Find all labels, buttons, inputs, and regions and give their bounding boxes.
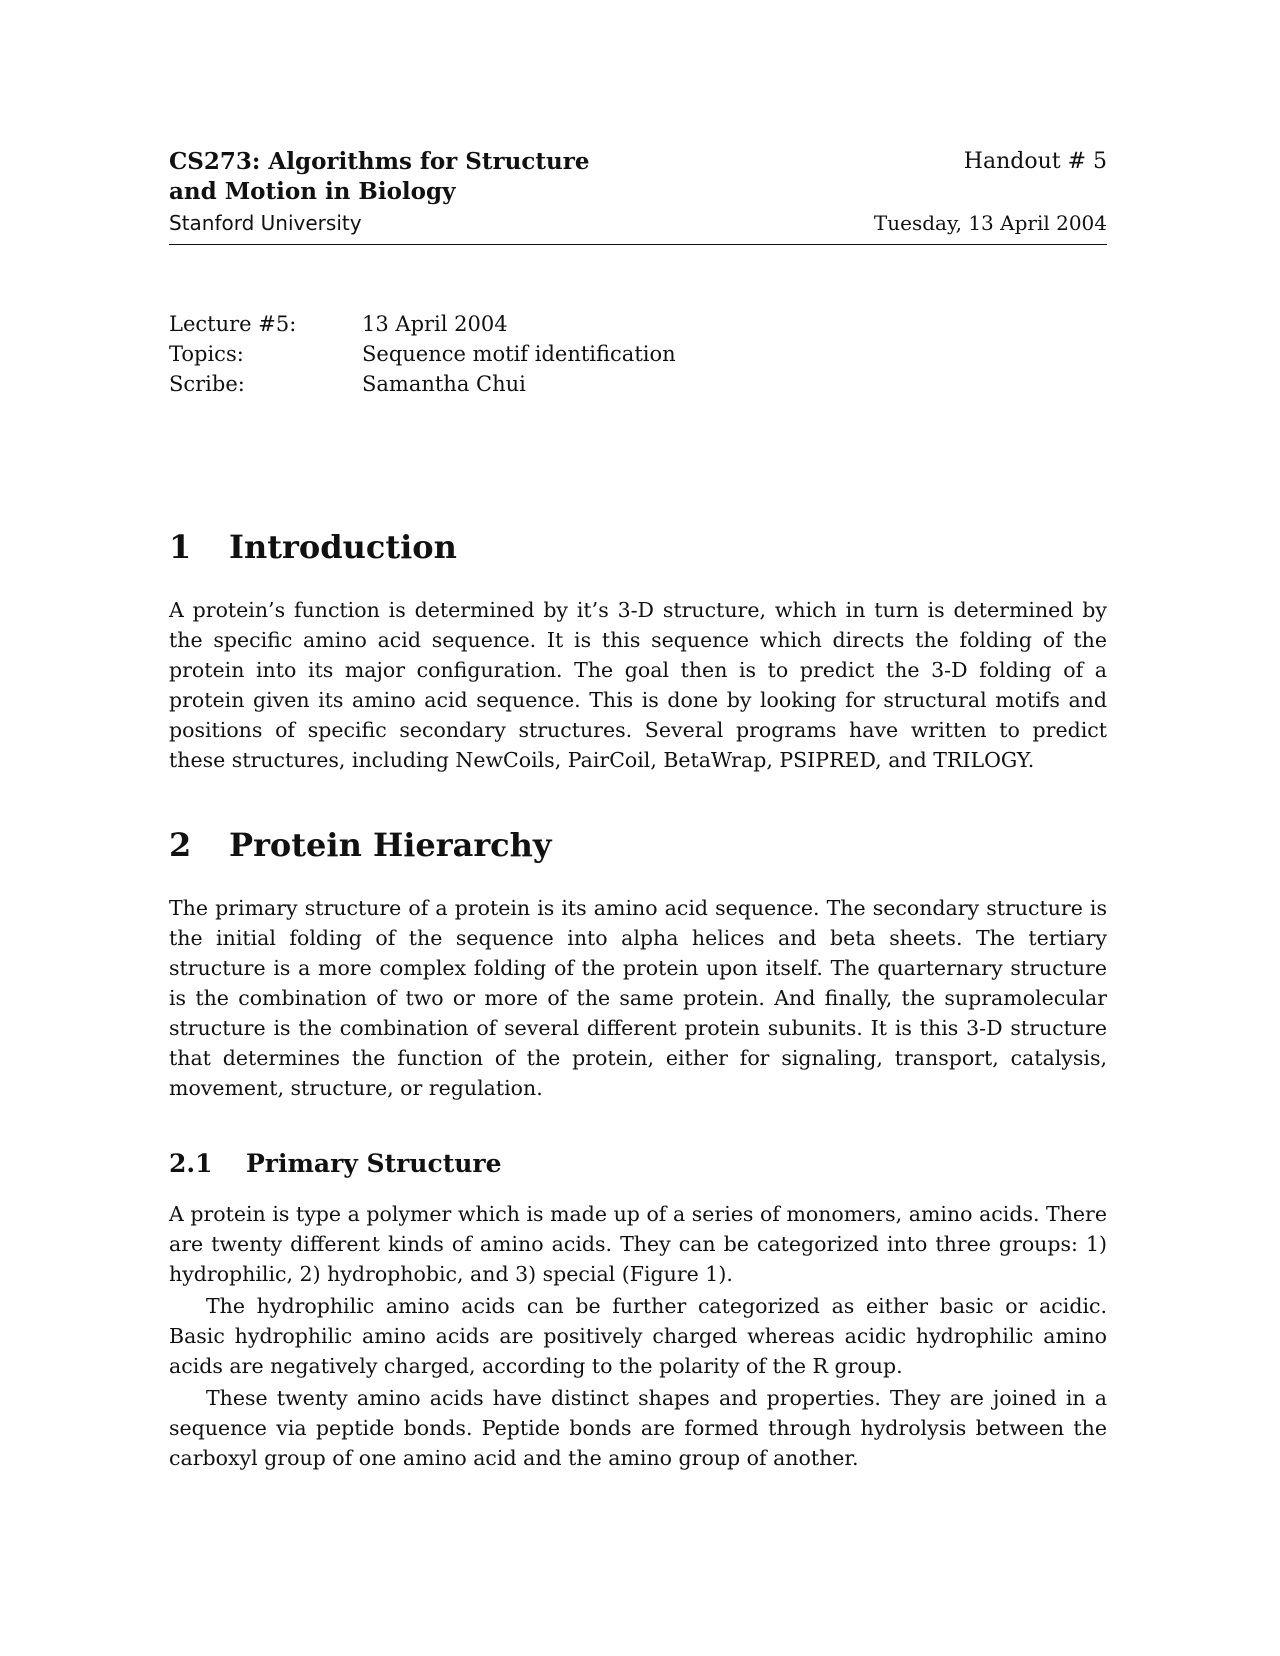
section-heading-protein-hierarchy <box>169 825 1107 865</box>
section-title: Protein Hierarchy <box>229 826 552 864</box>
scribe-value: Samantha Chui <box>362 372 526 396</box>
course-title-line-2: and Motion in Biology <box>169 178 456 205</box>
subsection-number: 2.1 <box>169 1149 213 1178</box>
page-header <box>169 147 1107 245</box>
lecture-row <box>169 309 1107 339</box>
subsection-heading-primary-structure <box>169 1147 1107 1181</box>
university-name: Stanford University <box>169 211 362 235</box>
lecture-value: 13 April 2004 <box>362 312 508 336</box>
protein-hierarchy-paragraph: The primary structure of a protein is its amino acid sequence. The secondary structure is the initial folding of the sequence into alpha helices and beta sheets. The tertiary structure is a more complex folding of the protein upon itself. The quarternary structure is the combination of two or more of the same protein. And finally, the supramolecular structure is the combination of several different protein subunits. It is this 3-D structure that determines the function of the protein, either for signaling, transport, catalysis, movement, structure, or regulation. <box>169 896 1107 1100</box>
topics-row <box>169 339 1107 369</box>
primary-structure-paragraph-2: The hydrophilic amino acids can be further categorized as either basic or acidic. Basic hydrophilic amino acids are positively charged whereas acidic hydrophilic amino acids are negatively charged, according to the polarity of the R group. <box>169 1294 1107 1378</box>
section-title: Introduction <box>229 528 457 566</box>
course-title-line-1: CS273: Algorithms for Structure <box>169 148 590 175</box>
document-page <box>169 147 1107 1473</box>
subsection-title: Primary Structure <box>246 1149 502 1178</box>
section-number: 1 <box>169 528 192 566</box>
primary-structure-paragraph-3: These twenty amino acids have distinct shapes and properties. They are joined in a sequence via peptide bonds. Peptide bonds are formed through hydrolysis between the carboxyl group of one amino acid and the amino group of another. <box>169 1386 1107 1470</box>
introduction-paragraph: A protein’s function is determined by it’s 3-D structure, which in turn is determined by the specific amino acid sequence. It is this sequence which directs the folding of the protein into its major configuration. The goal then is to predict the 3-D folding of a protein given its amino acid sequence. This is done by looking for structural motifs and positions of specific secondary structures. Several programs have written to predict these structures, including NewCoils, PairCoil, BetaWrap, PSIPRED, and TRILOGY. <box>169 598 1107 772</box>
section-number: 2 <box>169 826 192 864</box>
topics-value: Sequence motif identification <box>362 342 676 366</box>
handout-number: Handout # 5 <box>963 149 1107 174</box>
header-date: Tuesday, 13 April 2004 <box>873 211 1107 235</box>
lecture-label: Lecture #5: <box>169 312 297 336</box>
scribe-label: Scribe: <box>169 372 245 396</box>
primary-structure-paragraph-1: A protein is type a polymer which is made up of a series of monomers, amino acids. There are twenty different kinds of amino acids. They can be categorized into three groups: 1) hydrophilic, 2) hydrophobic, and 3) special (Figure 1). <box>169 1202 1107 1286</box>
topics-label: Topics: <box>169 342 244 366</box>
lecture-info <box>169 309 1107 399</box>
course-title <box>169 147 729 207</box>
section-heading-introduction <box>169 527 1107 567</box>
scribe-row <box>169 369 1107 399</box>
